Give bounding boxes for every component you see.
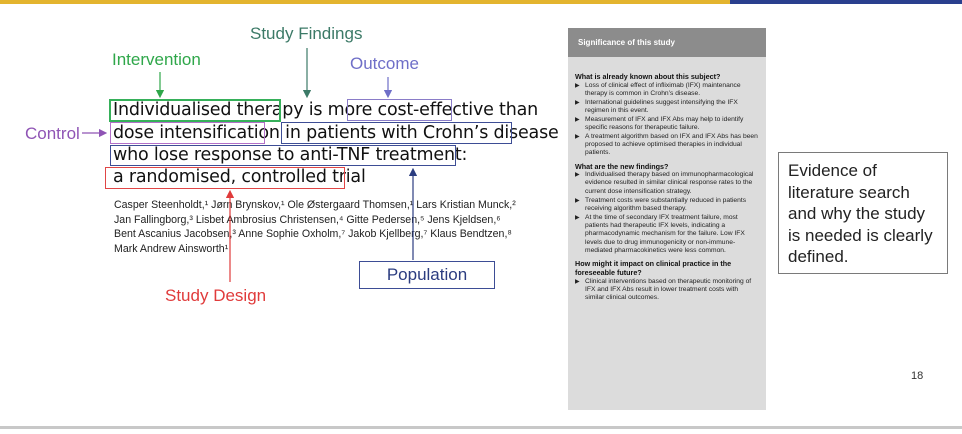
list-item-text: At the time of secondary IFX treatment failure, most patients had therapeutic IFX levels, indicating a pharmacodynamic mechanism for the failure. Low IFX levels due to drug immunogenicity or non-immune-mediated pharmacokinetics were less common.: [585, 213, 745, 254]
paper-title-line-3: who lose response to anti-TNF treatment:: [113, 145, 468, 165]
paper-title-line-4: a randomised, controlled trial: [113, 167, 366, 187]
bullet-icon: ▶: [575, 197, 580, 204]
bottom-divider: [0, 426, 962, 429]
bullet-icon: ▶: [575, 82, 580, 89]
list-item: [575, 116, 758, 133]
significance-section-title: How might it impact on clinical practice in the foreseeable future?: [575, 259, 732, 278]
list-item-text: Loss of clinical effect of infliximab (IFX) maintenance therapy is common in Crohn’s disease.: [585, 81, 741, 97]
evidence-note-box: Evidence of literature search and why the study is needed is clearly defined.: [778, 152, 948, 274]
bullet-icon: ▶: [575, 172, 580, 179]
significance-section-title: What are the new findings?: [575, 161, 669, 171]
list-item: [575, 99, 758, 116]
paper-title-line-1: Individualised therapy is more cost-effective than: [113, 100, 539, 120]
list-item-text: Measurement of IFX and IFX Abs may help to identify specific reasons for therapeutic failure.: [585, 115, 744, 131]
study-design-label: Study Design: [165, 286, 267, 305]
intervention-label: Intervention: [112, 50, 201, 69]
significance-panel: [568, 28, 766, 410]
list-item: [575, 278, 758, 303]
control-label: Control: [25, 124, 80, 143]
population-label: Population: [359, 261, 495, 289]
bullet-icon: ▶: [575, 278, 580, 285]
author-line: Mark Andrew Ainsworth¹: [114, 242, 229, 255]
list-item: [575, 214, 758, 255]
significance-heading: Significance of this study: [568, 28, 766, 57]
list-item-text: A treatment algorithm based on IFX and IFX Abs has been proposed to achieve optimised therapies in individual patients.: [585, 132, 758, 157]
list-item-text: International guidelines suggest intensifying the IFX regimen in this event.: [585, 98, 738, 114]
list-item: [575, 82, 758, 99]
page-number: 18: [911, 370, 924, 382]
significance-section-title: What is already known about this subject?: [575, 72, 721, 81]
list-item: [575, 197, 758, 214]
author-line: Jan Fallingborg,³ Lisbet Ambrosius Christensen,⁴ Gitte Pedersen,⁵ Jens Kjeldsen,⁶: [114, 213, 501, 226]
list-item-text: Treatment costs were substantially reduced in patients receiving algorithm based therapy.: [585, 196, 747, 212]
bullet-icon: ▶: [575, 99, 580, 106]
bullet-icon: ▶: [575, 133, 580, 140]
list-item-text: Clinical interventions based on therapeutic monitoring of IFX and IFX Abs result in lower treatment costs with similar clinical outcomes.: [585, 277, 752, 302]
paper-title-line-2: dose intensification in patients with Crohn’s disease: [113, 123, 559, 143]
list-item: [575, 171, 758, 196]
author-line: Casper Steenholdt,¹ Jørn Brynskov,¹ Ole Østergaard Thomsen,¹ Lars Kristian Munck,²: [114, 199, 516, 211]
outcome-label: Outcome: [350, 54, 419, 73]
author-line: Bent Ascanius Jacobsen,³ Anne Sophie Oxholm,⁷ Jakob Kjellberg,⁷ Klaus Bendtzen,⁸: [114, 228, 512, 240]
study-findings-label: Study Findings: [250, 24, 363, 43]
bullet-icon: ▶: [575, 214, 580, 221]
list-item: [575, 133, 758, 158]
list-item-text: Individualised therapy based on immunopharmacological evidence resulted in similar clinical response rates to the current dose intensification strategy.: [585, 171, 754, 195]
bullet-icon: ▶: [575, 116, 580, 123]
